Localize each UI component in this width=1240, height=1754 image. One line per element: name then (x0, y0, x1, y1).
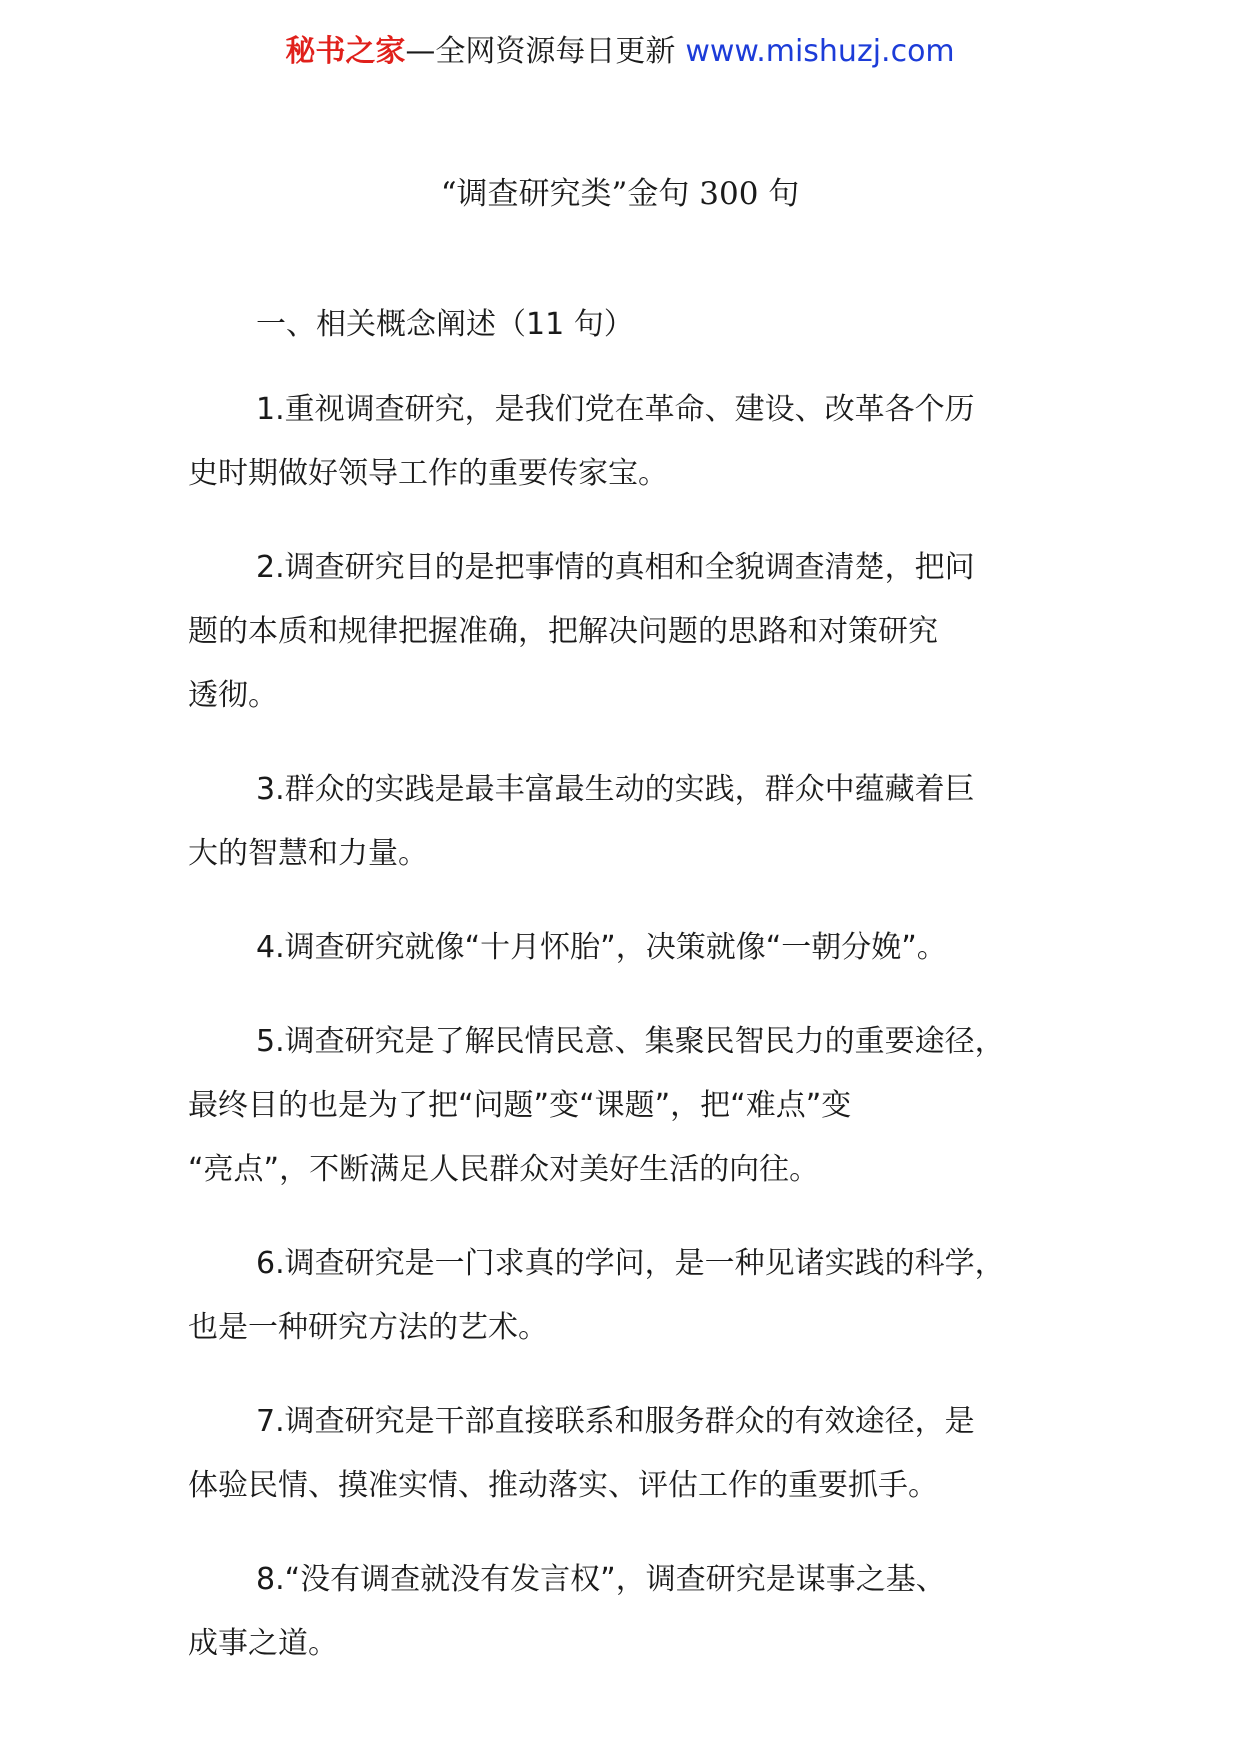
site-url-link[interactable]: www.mishuzj.com (685, 34, 955, 69)
document-body (188, 300, 1093, 1706)
paragraph-4: 4.调查研究就像“十月怀胎”，决策就像“一朝分娩”。 (256, 930, 947, 965)
document-title: “调查研究类”金句 300 句 (440, 176, 800, 212)
paragraph-6: 6.调查研究是一门求真的学问，是一种见诸实践的科学， 也是一种研究方法的艺术。 (188, 1246, 1005, 1345)
paragraph-7: 7.调查研究是干部直接联系和服务群众的有效途径，是 体验民情、摸准实情、推动落实、评估工作的重要抓手。 (188, 1404, 975, 1503)
paragraph-8: 8.“没有调查就没有发言权”，调查研究是谋事之基、 成事之道。 (188, 1562, 946, 1661)
site-tagline: —全网资源每日更新 (405, 34, 676, 69)
site-brand: 秘书之家 (285, 34, 406, 69)
section-heading: 一、相关概念阐述（11 句） (256, 307, 634, 342)
paragraph-2: 2.调查研究目的是把事情的真相和全貌调查清楚，把问 题的本质和规律把握准确，把解决问题的思路和对策研究 透彻。 (188, 550, 975, 713)
site-header (0, 30, 1240, 74)
paragraph-3: 3.群众的实践是最丰富最生动的实践，群众中蕴藏着巨 大的智慧和力量。 (188, 772, 975, 871)
paragraph-1: 1.重视调查研究，是我们党在革命、建设、改革各个历 史时期做好领导工作的重要传家宝。 (188, 392, 975, 491)
paragraph-5: 5.调查研究是了解民情民意、集聚民智民力的重要途径， 最终目的也是为了把“问题”变“课题”，把“难点”变 “亮点”，不断满足人民群众对美好生活的向往。 (188, 1024, 1005, 1187)
